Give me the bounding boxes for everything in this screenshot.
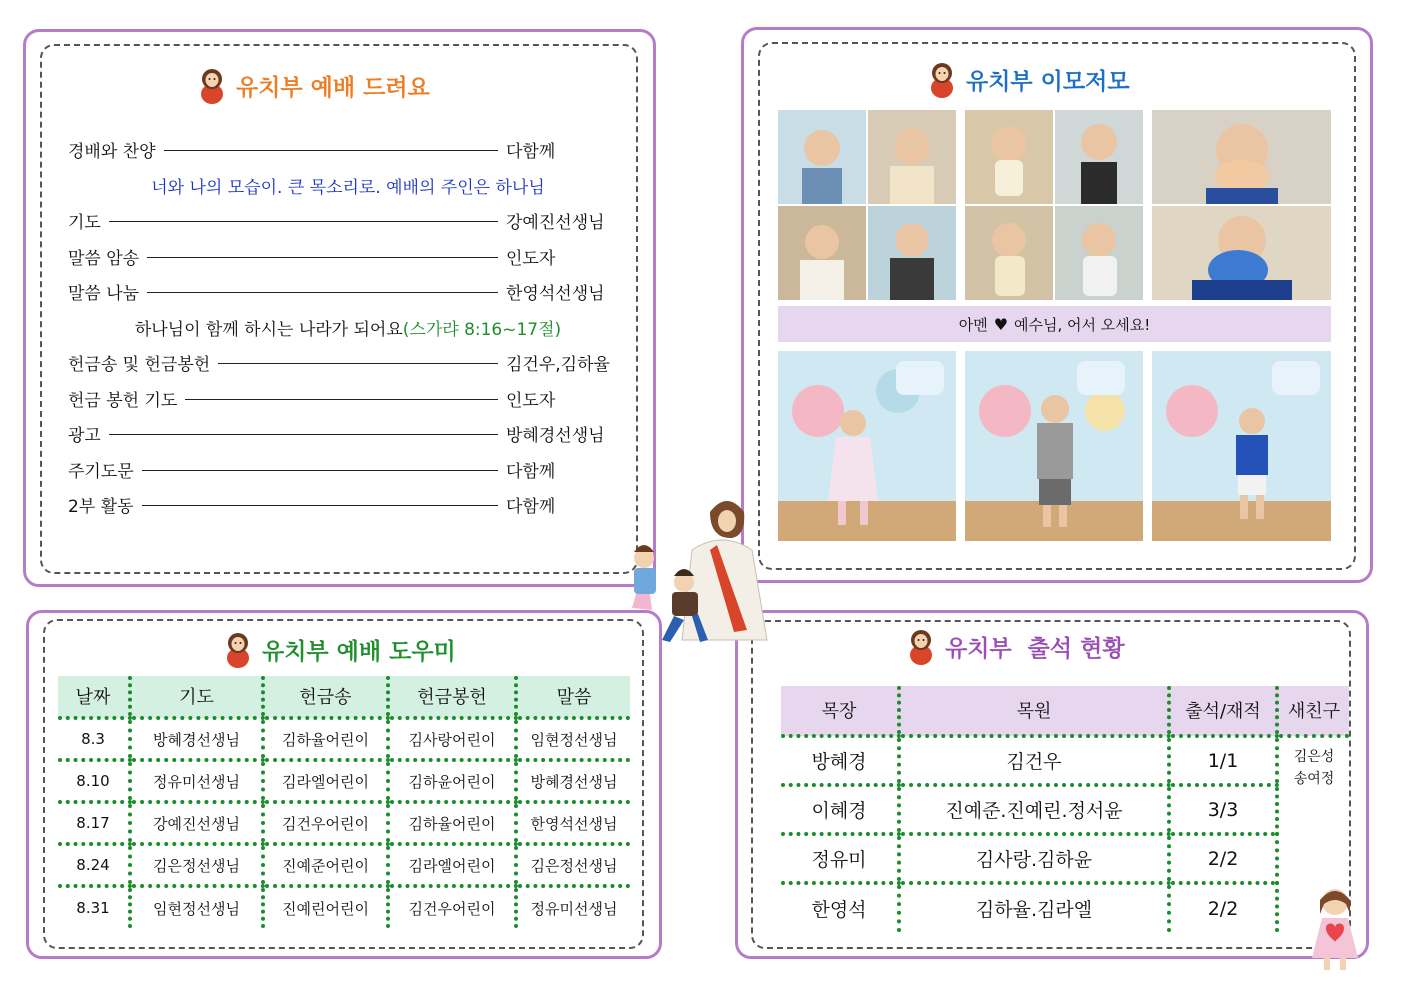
- order-item: [68, 381, 628, 417]
- dash-leader: [109, 221, 498, 222]
- order-item: [68, 274, 628, 310]
- photo-child-3: [1152, 351, 1331, 541]
- heart-icon: ♥: [993, 314, 1009, 334]
- sermon-cell: 임현정선생님: [516, 718, 630, 760]
- order-item: [68, 203, 628, 239]
- header-offering-song: 헌금송: [263, 676, 388, 718]
- attendance-cell: 2/2: [1169, 883, 1277, 932]
- worship-order-list: [68, 132, 628, 523]
- dash-leader: [218, 363, 498, 364]
- jesus-icon: [222, 630, 254, 668]
- offering-cell: 김하율어린이: [388, 802, 516, 844]
- order-item-person: 다함께: [506, 497, 556, 518]
- order-item-name: 말씀 나눔: [68, 284, 140, 305]
- table-row: [781, 883, 1349, 932]
- date-cell: 8.17: [58, 802, 130, 844]
- order-item: [68, 345, 628, 381]
- members-cell: 김사랑.김하윤: [899, 834, 1169, 883]
- caption-amen: 아멘: [958, 315, 988, 334]
- order-subtitle: [68, 168, 628, 204]
- order-item-name: 2부 활동: [68, 497, 134, 518]
- order-item-person: 한영석선생님: [506, 284, 605, 305]
- offering-cell: 김하윤어린이: [388, 760, 516, 802]
- order-item-person: 김건우,김하율: [506, 355, 610, 376]
- table-row: [58, 802, 630, 844]
- date-cell: 8.10: [58, 760, 130, 802]
- new-friend-name: 김은성: [1293, 749, 1335, 765]
- members-cell: 김건우: [899, 736, 1169, 785]
- order-item-name: 헌금 봉헌 기도: [68, 390, 178, 411]
- group-cell: 이혜경: [781, 785, 899, 834]
- table-row: [58, 886, 630, 928]
- group-cell: 방혜경: [781, 736, 899, 785]
- order-item: [68, 452, 628, 488]
- order-subtitle: [68, 310, 628, 346]
- dash-leader: [142, 470, 498, 471]
- dash-leader: [164, 150, 498, 151]
- photo-child-1: [778, 351, 956, 541]
- offering-cell: 김건우어린이: [388, 886, 516, 928]
- table-row: [58, 760, 630, 802]
- prayer-cell: 임현정선생님: [130, 886, 263, 928]
- attendance-title-text: 유치부 출석 현황: [945, 635, 1125, 662]
- helpers-title-text: 유치부 예배 도우미: [262, 638, 456, 665]
- order-item-name: 말씀 암송: [68, 248, 140, 269]
- order-item-name: 주기도문: [68, 461, 134, 482]
- date-cell: 8.24: [58, 844, 130, 886]
- order-subtitle-text: 너와 나의 모습이. 큰 목소리로. 예배의 주인은 하나님: [151, 177, 545, 198]
- members-cell: 진예준.진예린.정서윤: [899, 785, 1169, 834]
- order-item-person: 강예진선생님: [506, 213, 605, 234]
- offering-song-cell: 김라엘어린이: [263, 760, 388, 802]
- scripture-reference: (스가랴 8:16~17절): [402, 319, 562, 340]
- jesus-icon: [926, 60, 958, 98]
- header-date: 날짜: [58, 676, 130, 718]
- prayer-cell: 강예진선생님: [130, 802, 263, 844]
- order-item-name: 경배와 찬양: [68, 142, 156, 163]
- order-item-person: 인도자: [506, 390, 556, 411]
- sermon-cell: 방혜경선생님: [516, 760, 630, 802]
- order-item: [68, 487, 628, 523]
- offering-cell: 김라엘어린이: [388, 844, 516, 886]
- helpers-title: [222, 630, 456, 668]
- girl-with-heart-illustration: [1302, 884, 1368, 972]
- photo-child-2: [965, 351, 1143, 541]
- header-attendance: 출석/재적: [1169, 686, 1277, 736]
- header-prayer: 기도: [130, 676, 263, 718]
- attendance-title: [905, 627, 1125, 665]
- order-subtitle-text: 하나님이 함께 하시는 나라가 되어요: [134, 319, 403, 340]
- dash-leader: [147, 292, 498, 293]
- attendance-cell: 1/1: [1169, 736, 1277, 785]
- attendance-cell: 2/2: [1169, 834, 1277, 883]
- prayer-cell: 방혜경선생님: [130, 718, 263, 760]
- table-row: [58, 718, 630, 760]
- order-item-person: 다함께: [506, 461, 556, 482]
- group-cell: 한영석: [811, 899, 867, 921]
- new-friend-name: 송여정: [1293, 771, 1335, 787]
- order-item-name: 광고: [68, 426, 101, 447]
- attendance-cell: 3/3: [1169, 785, 1277, 834]
- attendance-header-row: [781, 686, 1349, 736]
- group-cell: 정유미: [781, 834, 899, 883]
- date-cell: 8.31: [76, 899, 110, 917]
- order-item-name: 기도: [68, 213, 101, 234]
- gallery-caption-banner: [778, 306, 1331, 342]
- date-cell: 8.3: [58, 718, 130, 760]
- offering-song-cell: 김건우어린이: [263, 802, 388, 844]
- caption-text: 예수님, 어서 오세요!: [1014, 315, 1151, 334]
- jesus-icon: [196, 66, 228, 104]
- table-row: [781, 785, 1349, 834]
- worship-order-title: [196, 66, 430, 104]
- order-item-person: 다함께: [506, 142, 556, 163]
- prayer-cell: 정유미선생님: [130, 760, 263, 802]
- table-row: [781, 736, 1349, 785]
- order-item-person: 방혜경선생님: [506, 426, 605, 447]
- gallery-title: [926, 60, 1130, 98]
- header-new-friends: 새친구: [1277, 686, 1349, 736]
- dash-leader: [109, 434, 498, 435]
- order-item: [68, 132, 628, 168]
- offering-song-cell: 김하율어린이: [263, 718, 388, 760]
- order-item-name: 헌금송 및 헌금봉헌: [68, 355, 211, 376]
- jesus-icon: [905, 627, 937, 665]
- gallery-title-text: 유치부 이모저모: [966, 68, 1130, 95]
- header-sermon: 말씀: [516, 676, 630, 718]
- photo-collage-1: [778, 110, 956, 300]
- dash-leader: [147, 257, 498, 258]
- header-offering: 헌금봉헌: [388, 676, 516, 718]
- offering-cell: 김사랑어린이: [388, 718, 516, 760]
- photo-collage-3: [1152, 110, 1331, 300]
- table-row: [58, 844, 630, 886]
- sermon-cell: 한영석선생님: [516, 802, 630, 844]
- table-row: [781, 834, 1349, 883]
- attendance-table: [781, 686, 1349, 932]
- order-item: [68, 416, 628, 452]
- worship-order-title-text: 유치부 예배 드려요: [236, 74, 430, 101]
- helpers-table: [58, 676, 630, 928]
- offering-song-cell: 진예린어린이: [263, 886, 388, 928]
- dash-leader: [185, 399, 498, 400]
- header-group: 목장: [781, 686, 899, 736]
- helpers-header-row: [58, 676, 630, 718]
- dash-leader: [142, 505, 499, 506]
- offering-song-cell: 진예준어린이: [263, 844, 388, 886]
- sermon-cell: 김은정선생님: [516, 844, 630, 886]
- photo-collage-2: [965, 110, 1143, 300]
- members-cell: 김하율.김라엘: [899, 883, 1169, 932]
- order-item-person: 인도자: [506, 248, 556, 269]
- order-item: [68, 239, 628, 275]
- prayer-cell: 김은정선생님: [130, 844, 263, 886]
- header-members: 목원: [899, 686, 1169, 736]
- jesus-with-children-illustration: [622, 490, 782, 655]
- sermon-cell: 정유미선생님: [516, 886, 630, 928]
